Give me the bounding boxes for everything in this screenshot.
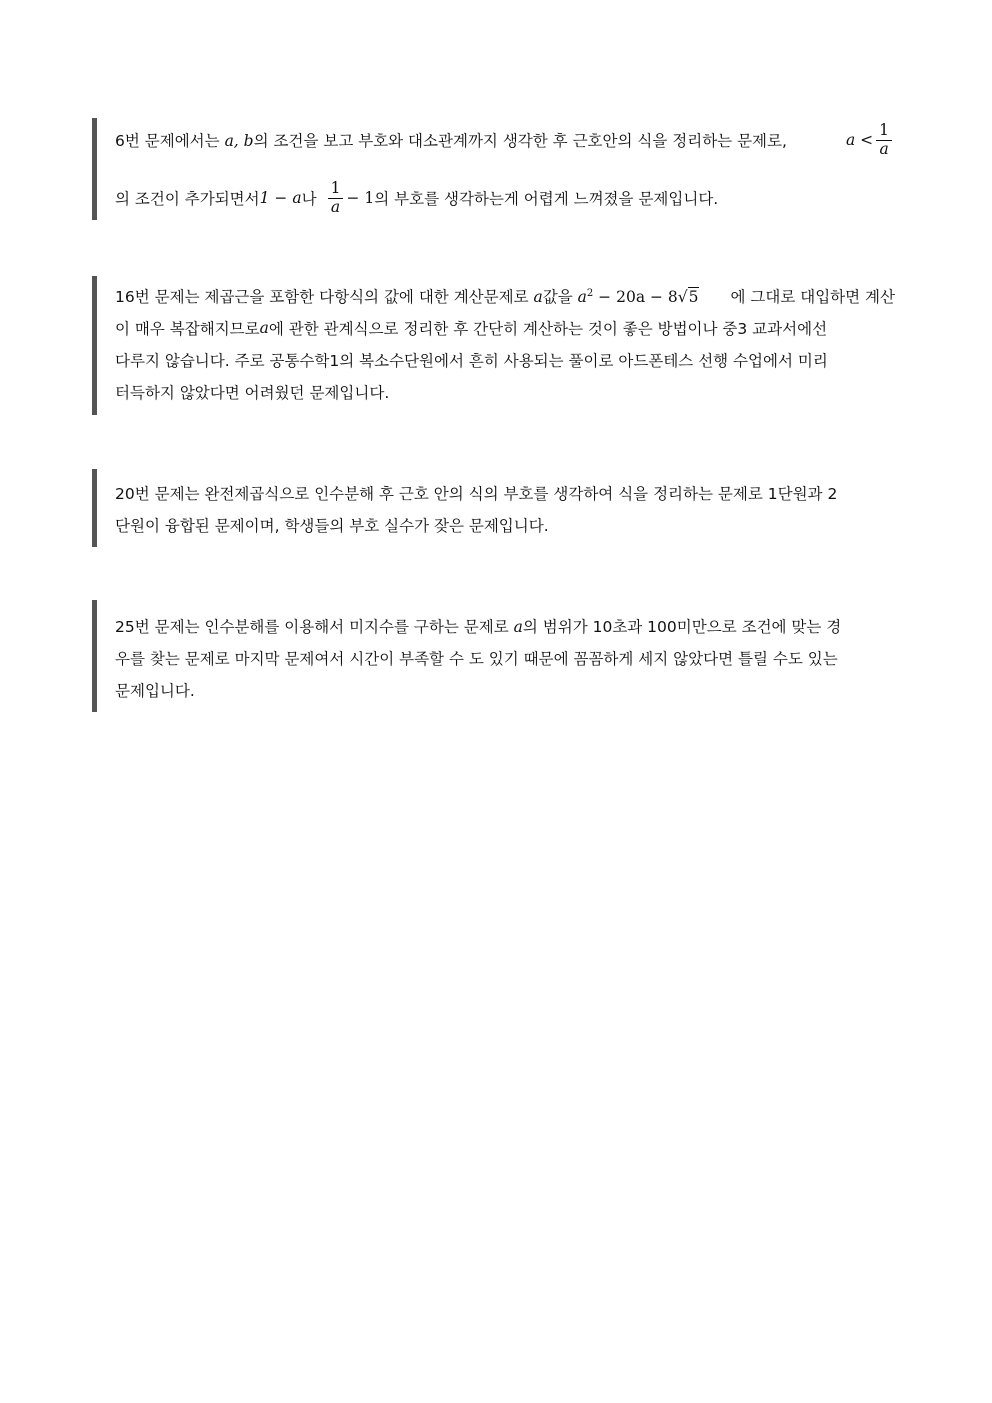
- math-fraction: [876, 122, 892, 157]
- math-expression: [578, 288, 699, 306]
- paragraph-line: [115, 477, 895, 509]
- text-segment: [115, 615, 841, 637]
- paragraph-line: [115, 376, 895, 408]
- paragraph-problem-16: [92, 276, 895, 415]
- paragraph-line: [115, 312, 895, 344]
- paragraph-problem-6: [92, 118, 895, 220]
- text-run: 의 조건을 보고 부호와 대소관계까지 생각한 후 근호안의 식을 정리하는 문제로,: [253, 132, 787, 150]
- math-fraction: [328, 180, 344, 215]
- paragraph-line: [115, 280, 895, 312]
- text-segment: [115, 129, 787, 151]
- text-run: 에 관한 관계식으로 정리한 후 간단히 계산하는 것이 좋은 방법이나 중3 교과서에선: [268, 320, 828, 338]
- text-segment: [115, 285, 699, 307]
- text-run: 25번 문제는 인수분해를 이용해서 미지수를 구하는 문제로: [115, 618, 514, 636]
- math-exponent: 2: [586, 287, 594, 299]
- paragraph-line: [115, 642, 895, 674]
- text-run: 문제입니다.: [115, 682, 195, 700]
- text-run: 다루지 않습니다. 주로 공통수학1의 복소수단원에서 흔히 사용되는 풀이로 아드폰테스 선행 수업에서 미리: [115, 352, 828, 370]
- paragraph-line: [115, 344, 895, 376]
- text-run: 에 그대로 대입하면 계산: [730, 288, 895, 306]
- text-run: 우를 찾는 문제로 마지막 문제여서 시간이 부족할 수 도 있기 때문에 꼼꼼하게 세지 않았다면 틀릴 수도 있는: [115, 650, 838, 668]
- text-run: 단원이 융합된 문제이며, 학생들의 부호 실수가 잦은 문제입니다.: [115, 517, 549, 535]
- paragraph-problem-25: [92, 600, 895, 712]
- text-run: 값을: [542, 288, 578, 306]
- text-run: 이 매우 복잡해지므로: [115, 320, 260, 338]
- math-expression: 1 − a: [259, 189, 302, 207]
- paragraph-line: [115, 176, 895, 220]
- math-expression: − 1: [346, 189, 375, 207]
- text-run: 의 조건이 추가되면서: [115, 190, 260, 208]
- fraction-denominator: a: [879, 139, 889, 158]
- math-variables: a, b: [224, 132, 254, 150]
- text-run: 16번 문제는 제곱근을 포함한 다항식의 값에 대한 계산문제로: [115, 288, 534, 306]
- paragraph-problem-20: [92, 469, 895, 547]
- fraction-numerator: 1: [876, 122, 892, 140]
- fraction-numerator: 1: [328, 180, 344, 198]
- paragraph-line: [115, 674, 895, 706]
- paragraph-line: [115, 610, 895, 642]
- math-variable: a: [513, 618, 523, 636]
- math-variable: a: [533, 288, 543, 306]
- math-text: a <: [845, 131, 874, 149]
- fraction-denominator: a: [330, 197, 341, 216]
- text-run: 터득하지 않았다면 어려웠던 문제입니다.: [115, 384, 390, 402]
- text-run: 의 부호를 생각하는게 어렵게 느껴졌을 문제입니다.: [374, 190, 719, 208]
- math-text: − 20a − 8: [593, 288, 678, 306]
- text-run: 6번 문제에서는: [115, 132, 225, 150]
- text-run: 의 범위가 10초과 100미만으로 조건에 맞는 경: [522, 618, 842, 636]
- paragraph-line: [115, 509, 895, 541]
- math-variable: a: [577, 288, 587, 306]
- text-run: 20번 문제는 완전제곱식으로 인수분해 후 근호 안의 식의 부호를 생각하여 식을 정리하는 문제로 1단원과 2: [115, 485, 838, 503]
- radicand: 5: [688, 288, 699, 306]
- text-run: 나: [301, 190, 317, 208]
- paragraph-line: [115, 118, 895, 162]
- math-variable: a: [259, 319, 269, 337]
- radical-sign: √: [677, 288, 688, 306]
- math-inequality: [846, 122, 895, 157]
